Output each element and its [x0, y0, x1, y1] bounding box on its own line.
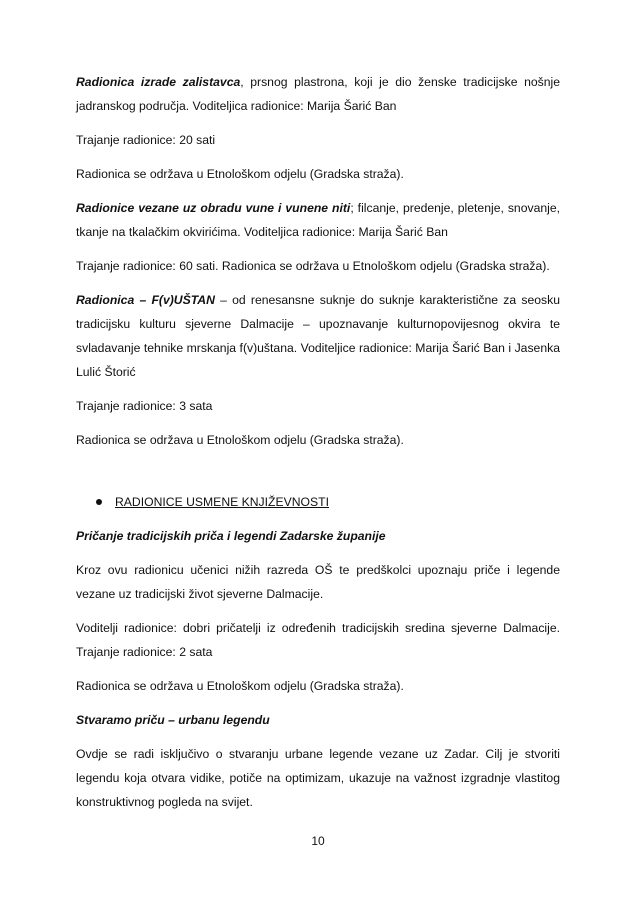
bullet-icon	[96, 499, 102, 505]
section-heading: RADIONICE USMENE KNJIŽEVNOSTI	[115, 495, 329, 509]
page-body	[76, 70, 560, 824]
paragraph-location	[76, 674, 560, 698]
paragraph-text: Voditelji radionice: dobri pričatelji iz određenih tradicijskih sredina sjeverne Dalmacije. Trajanje radionice: 2 sata	[76, 621, 560, 659]
paragraph-text: – od renesansne suknje do suknje karakteristične za seosku tradicijsku kulturu sjeverne Dalmacije – upoznavanje kulturnopovijesnog okvira te svladavanje tehnike mrskanja f(v)uštana. Voditeljice radionice: Marija Šarić Ban i Jasenka Lulić Štorić	[76, 293, 560, 379]
paragraph-legends-description	[76, 558, 560, 606]
paragraph-location	[76, 428, 560, 452]
workshop-title: Radionica – F(v)UŠTAN	[76, 293, 215, 307]
paragraph-text: Radionica se održava u Etnološkom odjelu (Gradska straža).	[76, 679, 404, 693]
paragraph-duration-location	[76, 254, 560, 278]
paragraph-duration	[76, 128, 560, 152]
workshop-title: Stvaramo priču – urbanu legendu	[76, 713, 270, 727]
paragraph-wool	[76, 196, 560, 244]
paragraph-urban-legend-title	[76, 708, 560, 732]
paragraph-zalistavac	[76, 70, 560, 118]
workshop-title: Pričanje tradicijskih priča i legendi Zadarske županije	[76, 529, 386, 543]
paragraph-text: Trajanje radionice: 3 sata	[76, 399, 213, 413]
workshop-title: Radionica izrade zalistavca	[76, 75, 241, 89]
paragraph-text: Trajanje radionice: 20 sati	[76, 133, 216, 147]
paragraph-location	[76, 162, 560, 186]
paragraph-text: Radionica se održava u Etnološkom odjelu (Gradska straža).	[76, 433, 404, 447]
paragraph-text: Ovdje se radi isključivo o stvaranju urbane legende vezane uz Zadar. Cilj je stvoriti legendu koja otvara vidike, potiče na optimizam, ukazuje na važnost izgradnje vlastitog konstruktivnog pogleda na svijet.	[76, 747, 560, 809]
paragraph-text: Kroz ovu radionicu učenici nižih razreda OŠ te predškolci upoznaju priče i legende vezane uz tradicijski život sjeverne Dalmacije.	[76, 563, 560, 601]
workshop-title: Radionice vezane uz obradu vune i vunene niti	[76, 201, 351, 215]
paragraph-duration	[76, 394, 560, 418]
paragraph-legends-leaders	[76, 616, 560, 664]
paragraph-fustan	[76, 288, 560, 384]
paragraph-text: ; filcanje, predenje, pletenje, snovanje, tkanje na tkalačkim okvirićima. Voditeljica radionice: Marija Šarić Ban	[76, 201, 560, 239]
section-heading-row	[76, 490, 560, 514]
paragraph-text: Radionica se održava u Etnološkom odjelu (Gradska straža).	[76, 167, 404, 181]
page-number: 10	[311, 834, 325, 848]
paragraph-legends-title	[76, 524, 560, 548]
paragraph-text: Trajanje radionice: 60 sati. Radionica se održava u Etnološkom odjelu (Gradska straža).	[76, 259, 550, 273]
paragraph-urban-legend-description	[76, 742, 560, 814]
paragraph-text: , prsnog plastrona, koji je dio ženske tradicijske nošnje jadranskog područja. Voditeljica radionice: Marija Šarić Ban	[76, 75, 560, 113]
